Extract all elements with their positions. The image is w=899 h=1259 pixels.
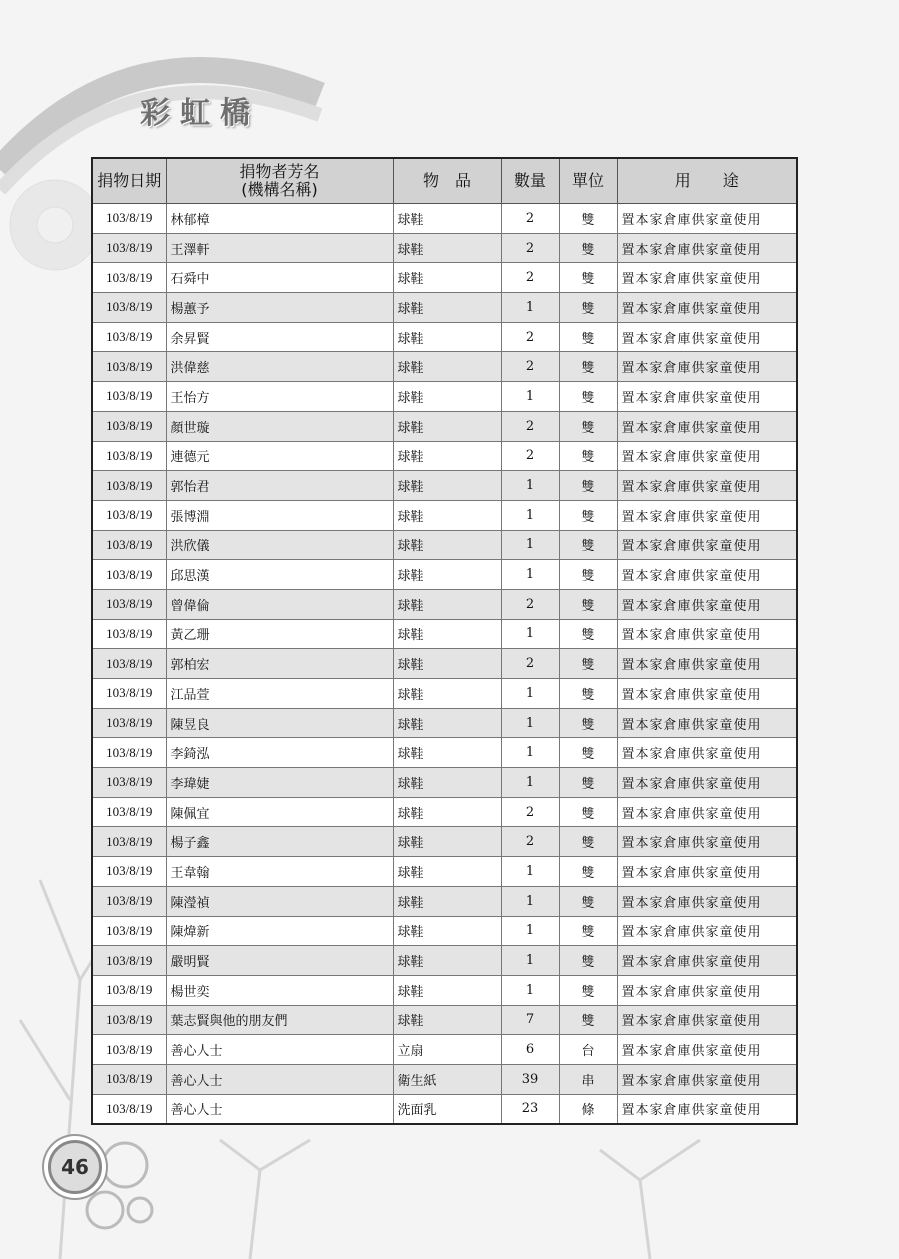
cell-use: 置本家倉庫供家童使用 bbox=[617, 886, 797, 916]
cell-qty: 2 bbox=[501, 352, 559, 382]
cell-date: 103/8/19 bbox=[92, 263, 166, 293]
cell-donor: 余昇賢 bbox=[166, 322, 393, 352]
cell-item: 球鞋 bbox=[393, 679, 501, 709]
cell-item: 球鞋 bbox=[393, 619, 501, 649]
cell-use: 置本家倉庫供家童使用 bbox=[617, 916, 797, 946]
cell-item: 球鞋 bbox=[393, 471, 501, 501]
table-row bbox=[92, 441, 797, 471]
table-row bbox=[92, 1064, 797, 1094]
cell-date: 103/8/19 bbox=[92, 293, 166, 323]
cell-donor: 李錡泓 bbox=[166, 738, 393, 768]
table-row bbox=[92, 975, 797, 1005]
cell-donor: 石舜中 bbox=[166, 263, 393, 293]
cell-unit: 雙 bbox=[559, 233, 617, 263]
cell-item: 球鞋 bbox=[393, 738, 501, 768]
cell-qty: 2 bbox=[501, 204, 559, 234]
table-row bbox=[92, 204, 797, 234]
cell-donor: 顏世璇 bbox=[166, 411, 393, 441]
cell-item: 球鞋 bbox=[393, 886, 501, 916]
cell-item: 立扇 bbox=[393, 1035, 501, 1065]
table-row bbox=[92, 619, 797, 649]
cell-donor: 陳煒新 bbox=[166, 916, 393, 946]
cell-donor: 善心人士 bbox=[166, 1035, 393, 1065]
cell-unit: 雙 bbox=[559, 916, 617, 946]
cell-item: 球鞋 bbox=[393, 975, 501, 1005]
cell-item: 球鞋 bbox=[393, 649, 501, 679]
cell-donor: 王澤軒 bbox=[166, 233, 393, 263]
cell-item: 球鞋 bbox=[393, 293, 501, 323]
cell-item: 球鞋 bbox=[393, 857, 501, 887]
cell-date: 103/8/19 bbox=[92, 411, 166, 441]
cell-qty: 2 bbox=[501, 441, 559, 471]
cell-item: 洗面乳 bbox=[393, 1094, 501, 1124]
cell-item: 球鞋 bbox=[393, 827, 501, 857]
cell-use: 置本家倉庫供家童使用 bbox=[617, 768, 797, 798]
table-row bbox=[92, 560, 797, 590]
header-donor-line2: (機構名稱) bbox=[241, 180, 318, 199]
table-row bbox=[92, 263, 797, 293]
table-row bbox=[92, 411, 797, 441]
cell-unit: 雙 bbox=[559, 322, 617, 352]
table-row bbox=[92, 1094, 797, 1124]
cell-item: 球鞋 bbox=[393, 797, 501, 827]
cell-donor: 郭怡君 bbox=[166, 471, 393, 501]
cell-use: 置本家倉庫供家童使用 bbox=[617, 204, 797, 234]
cell-item: 球鞋 bbox=[393, 441, 501, 471]
cell-qty: 1 bbox=[501, 471, 559, 501]
cell-date: 103/8/19 bbox=[92, 471, 166, 501]
cell-item: 球鞋 bbox=[393, 916, 501, 946]
cell-donor: 洪偉慈 bbox=[166, 352, 393, 382]
cell-use: 置本家倉庫供家童使用 bbox=[617, 560, 797, 590]
cell-use: 置本家倉庫供家童使用 bbox=[617, 1035, 797, 1065]
cell-unit: 雙 bbox=[559, 975, 617, 1005]
table-row bbox=[92, 322, 797, 352]
table-row bbox=[92, 1035, 797, 1065]
cell-qty: 7 bbox=[501, 1005, 559, 1035]
cell-item: 球鞋 bbox=[393, 1005, 501, 1035]
cell-item: 球鞋 bbox=[393, 204, 501, 234]
cell-date: 103/8/19 bbox=[92, 352, 166, 382]
cell-donor: 洪欣儀 bbox=[166, 530, 393, 560]
cell-use: 置本家倉庫供家童使用 bbox=[617, 411, 797, 441]
cell-qty: 1 bbox=[501, 886, 559, 916]
cell-use: 置本家倉庫供家童使用 bbox=[617, 797, 797, 827]
cell-use: 置本家倉庫供家童使用 bbox=[617, 827, 797, 857]
cell-qty: 2 bbox=[501, 411, 559, 441]
cell-date: 103/8/19 bbox=[92, 441, 166, 471]
cell-donor: 嚴明賢 bbox=[166, 946, 393, 976]
cell-date: 103/8/19 bbox=[92, 530, 166, 560]
cell-item: 球鞋 bbox=[393, 352, 501, 382]
cell-item: 球鞋 bbox=[393, 322, 501, 352]
cell-unit: 雙 bbox=[559, 500, 617, 530]
cell-donor: 陳佩宜 bbox=[166, 797, 393, 827]
cell-item: 球鞋 bbox=[393, 411, 501, 441]
cell-donor: 陳昱良 bbox=[166, 708, 393, 738]
cell-unit: 雙 bbox=[559, 857, 617, 887]
cell-use: 置本家倉庫供家童使用 bbox=[617, 263, 797, 293]
cell-use: 置本家倉庫供家童使用 bbox=[617, 382, 797, 412]
cell-use: 置本家倉庫供家童使用 bbox=[617, 322, 797, 352]
cell-unit: 雙 bbox=[559, 382, 617, 412]
cell-date: 103/8/19 bbox=[92, 708, 166, 738]
cell-unit: 雙 bbox=[559, 352, 617, 382]
cell-qty: 1 bbox=[501, 916, 559, 946]
cell-date: 103/8/19 bbox=[92, 382, 166, 412]
cell-item: 球鞋 bbox=[393, 946, 501, 976]
table-row bbox=[92, 857, 797, 887]
cell-donor: 善心人士 bbox=[166, 1064, 393, 1094]
cell-date: 103/8/19 bbox=[92, 916, 166, 946]
table-row bbox=[92, 500, 797, 530]
cell-qty: 2 bbox=[501, 233, 559, 263]
table-row bbox=[92, 471, 797, 501]
cell-unit: 雙 bbox=[559, 768, 617, 798]
cell-date: 103/8/19 bbox=[92, 857, 166, 887]
table-row bbox=[92, 530, 797, 560]
cell-unit: 雙 bbox=[559, 679, 617, 709]
cell-qty: 1 bbox=[501, 679, 559, 709]
table-row bbox=[92, 1005, 797, 1035]
cell-item: 球鞋 bbox=[393, 530, 501, 560]
cell-donor: 林郁樟 bbox=[166, 204, 393, 234]
cell-use: 置本家倉庫供家童使用 bbox=[617, 471, 797, 501]
cell-donor: 葉志賢與他的朋友們 bbox=[166, 1005, 393, 1035]
cell-donor: 黃乙珊 bbox=[166, 619, 393, 649]
cell-date: 103/8/19 bbox=[92, 649, 166, 679]
cell-item: 球鞋 bbox=[393, 708, 501, 738]
table-row bbox=[92, 382, 797, 412]
cell-use: 置本家倉庫供家童使用 bbox=[617, 738, 797, 768]
table-row bbox=[92, 797, 797, 827]
cell-use: 置本家倉庫供家童使用 bbox=[617, 293, 797, 323]
table-row bbox=[92, 946, 797, 976]
cell-unit: 條 bbox=[559, 1094, 617, 1124]
cell-use: 置本家倉庫供家童使用 bbox=[617, 619, 797, 649]
table-row bbox=[92, 827, 797, 857]
cell-use: 置本家倉庫供家童使用 bbox=[617, 1005, 797, 1035]
table-row bbox=[92, 589, 797, 619]
cell-date: 103/8/19 bbox=[92, 1094, 166, 1124]
cell-donor: 江品萱 bbox=[166, 679, 393, 709]
table-row bbox=[92, 233, 797, 263]
header-qty: 數量 bbox=[501, 158, 559, 204]
cell-unit: 雙 bbox=[559, 471, 617, 501]
header-donor-line1: 捐物者芳名 bbox=[239, 162, 320, 181]
cell-qty: 1 bbox=[501, 768, 559, 798]
cell-unit: 串 bbox=[559, 1064, 617, 1094]
cell-use: 置本家倉庫供家童使用 bbox=[617, 946, 797, 976]
cell-unit: 雙 bbox=[559, 619, 617, 649]
cell-use: 置本家倉庫供家童使用 bbox=[617, 352, 797, 382]
header-donor bbox=[166, 158, 393, 204]
cell-unit: 雙 bbox=[559, 649, 617, 679]
cell-donor: 楊世奕 bbox=[166, 975, 393, 1005]
cell-qty: 1 bbox=[501, 946, 559, 976]
cell-qty: 1 bbox=[501, 619, 559, 649]
page-number: 46 bbox=[48, 1140, 102, 1194]
table-row bbox=[92, 708, 797, 738]
cell-date: 103/8/19 bbox=[92, 233, 166, 263]
cell-qty: 1 bbox=[501, 382, 559, 412]
cell-donor: 王怡方 bbox=[166, 382, 393, 412]
cell-date: 103/8/19 bbox=[92, 975, 166, 1005]
cell-date: 103/8/19 bbox=[92, 560, 166, 590]
table-row bbox=[92, 886, 797, 916]
cell-item: 衛生紙 bbox=[393, 1064, 501, 1094]
cell-donor: 李瑋婕 bbox=[166, 768, 393, 798]
cell-unit: 雙 bbox=[559, 708, 617, 738]
cell-item: 球鞋 bbox=[393, 500, 501, 530]
header-item: 物 品 bbox=[393, 158, 501, 204]
cell-use: 置本家倉庫供家童使用 bbox=[617, 1064, 797, 1094]
cell-use: 置本家倉庫供家童使用 bbox=[617, 441, 797, 471]
table-row bbox=[92, 293, 797, 323]
cell-use: 置本家倉庫供家童使用 bbox=[617, 500, 797, 530]
cell-unit: 雙 bbox=[559, 886, 617, 916]
cell-date: 103/8/19 bbox=[92, 827, 166, 857]
cell-unit: 雙 bbox=[559, 204, 617, 234]
cell-unit: 雙 bbox=[559, 263, 617, 293]
cell-unit: 雙 bbox=[559, 560, 617, 590]
cell-date: 103/8/19 bbox=[92, 679, 166, 709]
cell-donor: 曾偉倫 bbox=[166, 589, 393, 619]
cell-date: 103/8/19 bbox=[92, 1035, 166, 1065]
cell-unit: 雙 bbox=[559, 1005, 617, 1035]
cell-unit: 雙 bbox=[559, 738, 617, 768]
cell-date: 103/8/19 bbox=[92, 768, 166, 798]
table-row bbox=[92, 768, 797, 798]
cell-unit: 雙 bbox=[559, 441, 617, 471]
cell-date: 103/8/19 bbox=[92, 738, 166, 768]
cell-qty: 1 bbox=[501, 560, 559, 590]
cell-unit: 雙 bbox=[559, 411, 617, 441]
cell-qty: 2 bbox=[501, 827, 559, 857]
cell-date: 103/8/19 bbox=[92, 1005, 166, 1035]
cell-donor: 張博淵 bbox=[166, 500, 393, 530]
header-use: 用 途 bbox=[617, 158, 797, 204]
cell-qty: 2 bbox=[501, 589, 559, 619]
cell-qty: 2 bbox=[501, 322, 559, 352]
cell-qty: 1 bbox=[501, 530, 559, 560]
cell-qty: 23 bbox=[501, 1094, 559, 1124]
cell-item: 球鞋 bbox=[393, 560, 501, 590]
cell-donor: 楊子鑫 bbox=[166, 827, 393, 857]
cell-donor: 陳瀅禎 bbox=[166, 886, 393, 916]
cell-qty: 1 bbox=[501, 738, 559, 768]
cell-date: 103/8/19 bbox=[92, 797, 166, 827]
cell-date: 103/8/19 bbox=[92, 1064, 166, 1094]
cell-donor: 連德元 bbox=[166, 441, 393, 471]
table-row bbox=[92, 679, 797, 709]
cell-use: 置本家倉庫供家童使用 bbox=[617, 1094, 797, 1124]
table-row bbox=[92, 649, 797, 679]
cell-item: 球鞋 bbox=[393, 263, 501, 293]
cell-date: 103/8/19 bbox=[92, 946, 166, 976]
page-title: 彩虹橋 bbox=[140, 96, 260, 131]
cell-date: 103/8/19 bbox=[92, 322, 166, 352]
cell-use: 置本家倉庫供家童使用 bbox=[617, 589, 797, 619]
cell-date: 103/8/19 bbox=[92, 500, 166, 530]
cell-use: 置本家倉庫供家童使用 bbox=[617, 708, 797, 738]
cell-unit: 雙 bbox=[559, 827, 617, 857]
cell-date: 103/8/19 bbox=[92, 886, 166, 916]
cell-qty: 2 bbox=[501, 263, 559, 293]
cell-date: 103/8/19 bbox=[92, 204, 166, 234]
cell-qty: 1 bbox=[501, 857, 559, 887]
cell-use: 置本家倉庫供家童使用 bbox=[617, 530, 797, 560]
cell-donor: 郭柏宏 bbox=[166, 649, 393, 679]
table-row bbox=[92, 738, 797, 768]
cell-use: 置本家倉庫供家童使用 bbox=[617, 649, 797, 679]
cell-donor: 王韋翰 bbox=[166, 857, 393, 887]
cell-qty: 39 bbox=[501, 1064, 559, 1094]
cell-unit: 雙 bbox=[559, 293, 617, 323]
cell-use: 置本家倉庫供家童使用 bbox=[617, 975, 797, 1005]
cell-qty: 6 bbox=[501, 1035, 559, 1065]
table-row bbox=[92, 916, 797, 946]
donation-table bbox=[91, 157, 798, 1125]
header-date: 捐物日期 bbox=[92, 158, 166, 204]
table-row bbox=[92, 352, 797, 382]
cell-item: 球鞋 bbox=[393, 768, 501, 798]
cell-use: 置本家倉庫供家童使用 bbox=[617, 233, 797, 263]
cell-unit: 雙 bbox=[559, 797, 617, 827]
cell-item: 球鞋 bbox=[393, 233, 501, 263]
cell-use: 置本家倉庫供家童使用 bbox=[617, 857, 797, 887]
cell-unit: 雙 bbox=[559, 530, 617, 560]
cell-qty: 2 bbox=[501, 797, 559, 827]
cell-qty: 2 bbox=[501, 649, 559, 679]
cell-unit: 雙 bbox=[559, 946, 617, 976]
cell-donor: 楊蕙予 bbox=[166, 293, 393, 323]
cell-donor: 邱思漢 bbox=[166, 560, 393, 590]
cell-qty: 1 bbox=[501, 500, 559, 530]
cell-qty: 1 bbox=[501, 293, 559, 323]
cell-item: 球鞋 bbox=[393, 589, 501, 619]
header-unit: 單位 bbox=[559, 158, 617, 204]
cell-item: 球鞋 bbox=[393, 382, 501, 412]
cell-qty: 1 bbox=[501, 975, 559, 1005]
cell-qty: 1 bbox=[501, 708, 559, 738]
cell-unit: 雙 bbox=[559, 589, 617, 619]
cell-date: 103/8/19 bbox=[92, 619, 166, 649]
table-header-row bbox=[92, 158, 797, 204]
cell-donor: 善心人士 bbox=[166, 1094, 393, 1124]
cell-date: 103/8/19 bbox=[92, 589, 166, 619]
cell-use: 置本家倉庫供家童使用 bbox=[617, 679, 797, 709]
cell-unit: 台 bbox=[559, 1035, 617, 1065]
